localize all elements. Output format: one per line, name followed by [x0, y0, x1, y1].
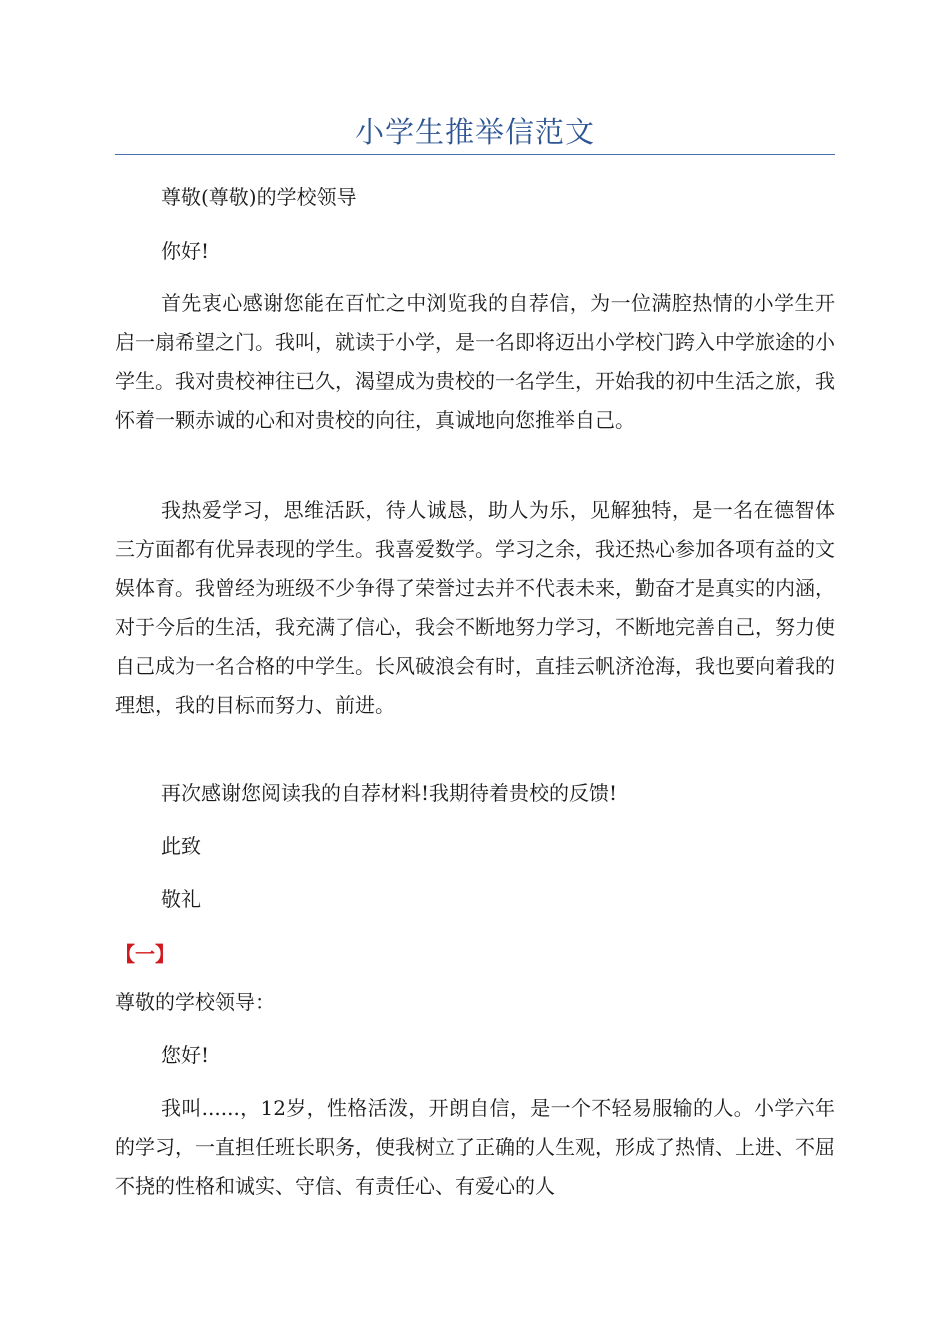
- salutation-2: 尊敬的学校领导：: [115, 990, 275, 1014]
- section-heading: 【一】: [115, 942, 175, 966]
- closing-line-1: 此致: [161, 834, 201, 858]
- closing-line-2: 敬礼: [161, 887, 201, 911]
- greeting-2: 您好!: [161, 1043, 210, 1067]
- paragraph-3: 再次感谢您阅读我的自荐材料!我期待着贵校的反馈!: [161, 781, 618, 805]
- paragraph-1: 首先衷心感谢您能在百忙之中浏览我的自荐信，为一位满腔热情的小学生开启一扇希望之门。我叫，就读于小学，是一名即将迈出小学校门跨入中学旅途的小学生。我对贵校神往已久，渴望成为贵校的一名学生，开始我的初中生活之旅，我怀着一颗赤诚的心和对贵校的向往，真诚地向您推举自己。: [115, 291, 835, 432]
- paragraph-4: 我叫......，12岁，性格活泼，开朗自信，是一个不轻易服输的人。小学六年的学习，一直担任班长职务，使我树立了正确的人生观，形成了热情、上进、不屈不挠的性格和诚实、守信、有责任心、有爱心的人: [115, 1096, 835, 1198]
- greeting: 你好!: [161, 239, 210, 263]
- document-title: 小学生推举信范文: [354, 115, 595, 149]
- title-underline: [115, 154, 835, 155]
- paragraph-2: 我热爱学习，思维活跃，待人诚恳，助人为乐，见解独特，是一名在德智体三方面都有优异表现的学生。我喜爱数学。学习之余，我还热心参加各项有益的文娱体育。我曾经为班级不少争得了荣誉过去并不代表未来，勤奋才是真实的内涵，对于今后的生活，我充满了信心，我会不断地努力学习，不断地完善自己，努力使自己成为一名合格的中学生。长风破浪会有时，直挂云帆济沧海，我也要向着我的理想，我的目标而努力、前进。: [115, 498, 835, 717]
- salutation: 尊敬(尊敬)的学校领导: [161, 185, 357, 209]
